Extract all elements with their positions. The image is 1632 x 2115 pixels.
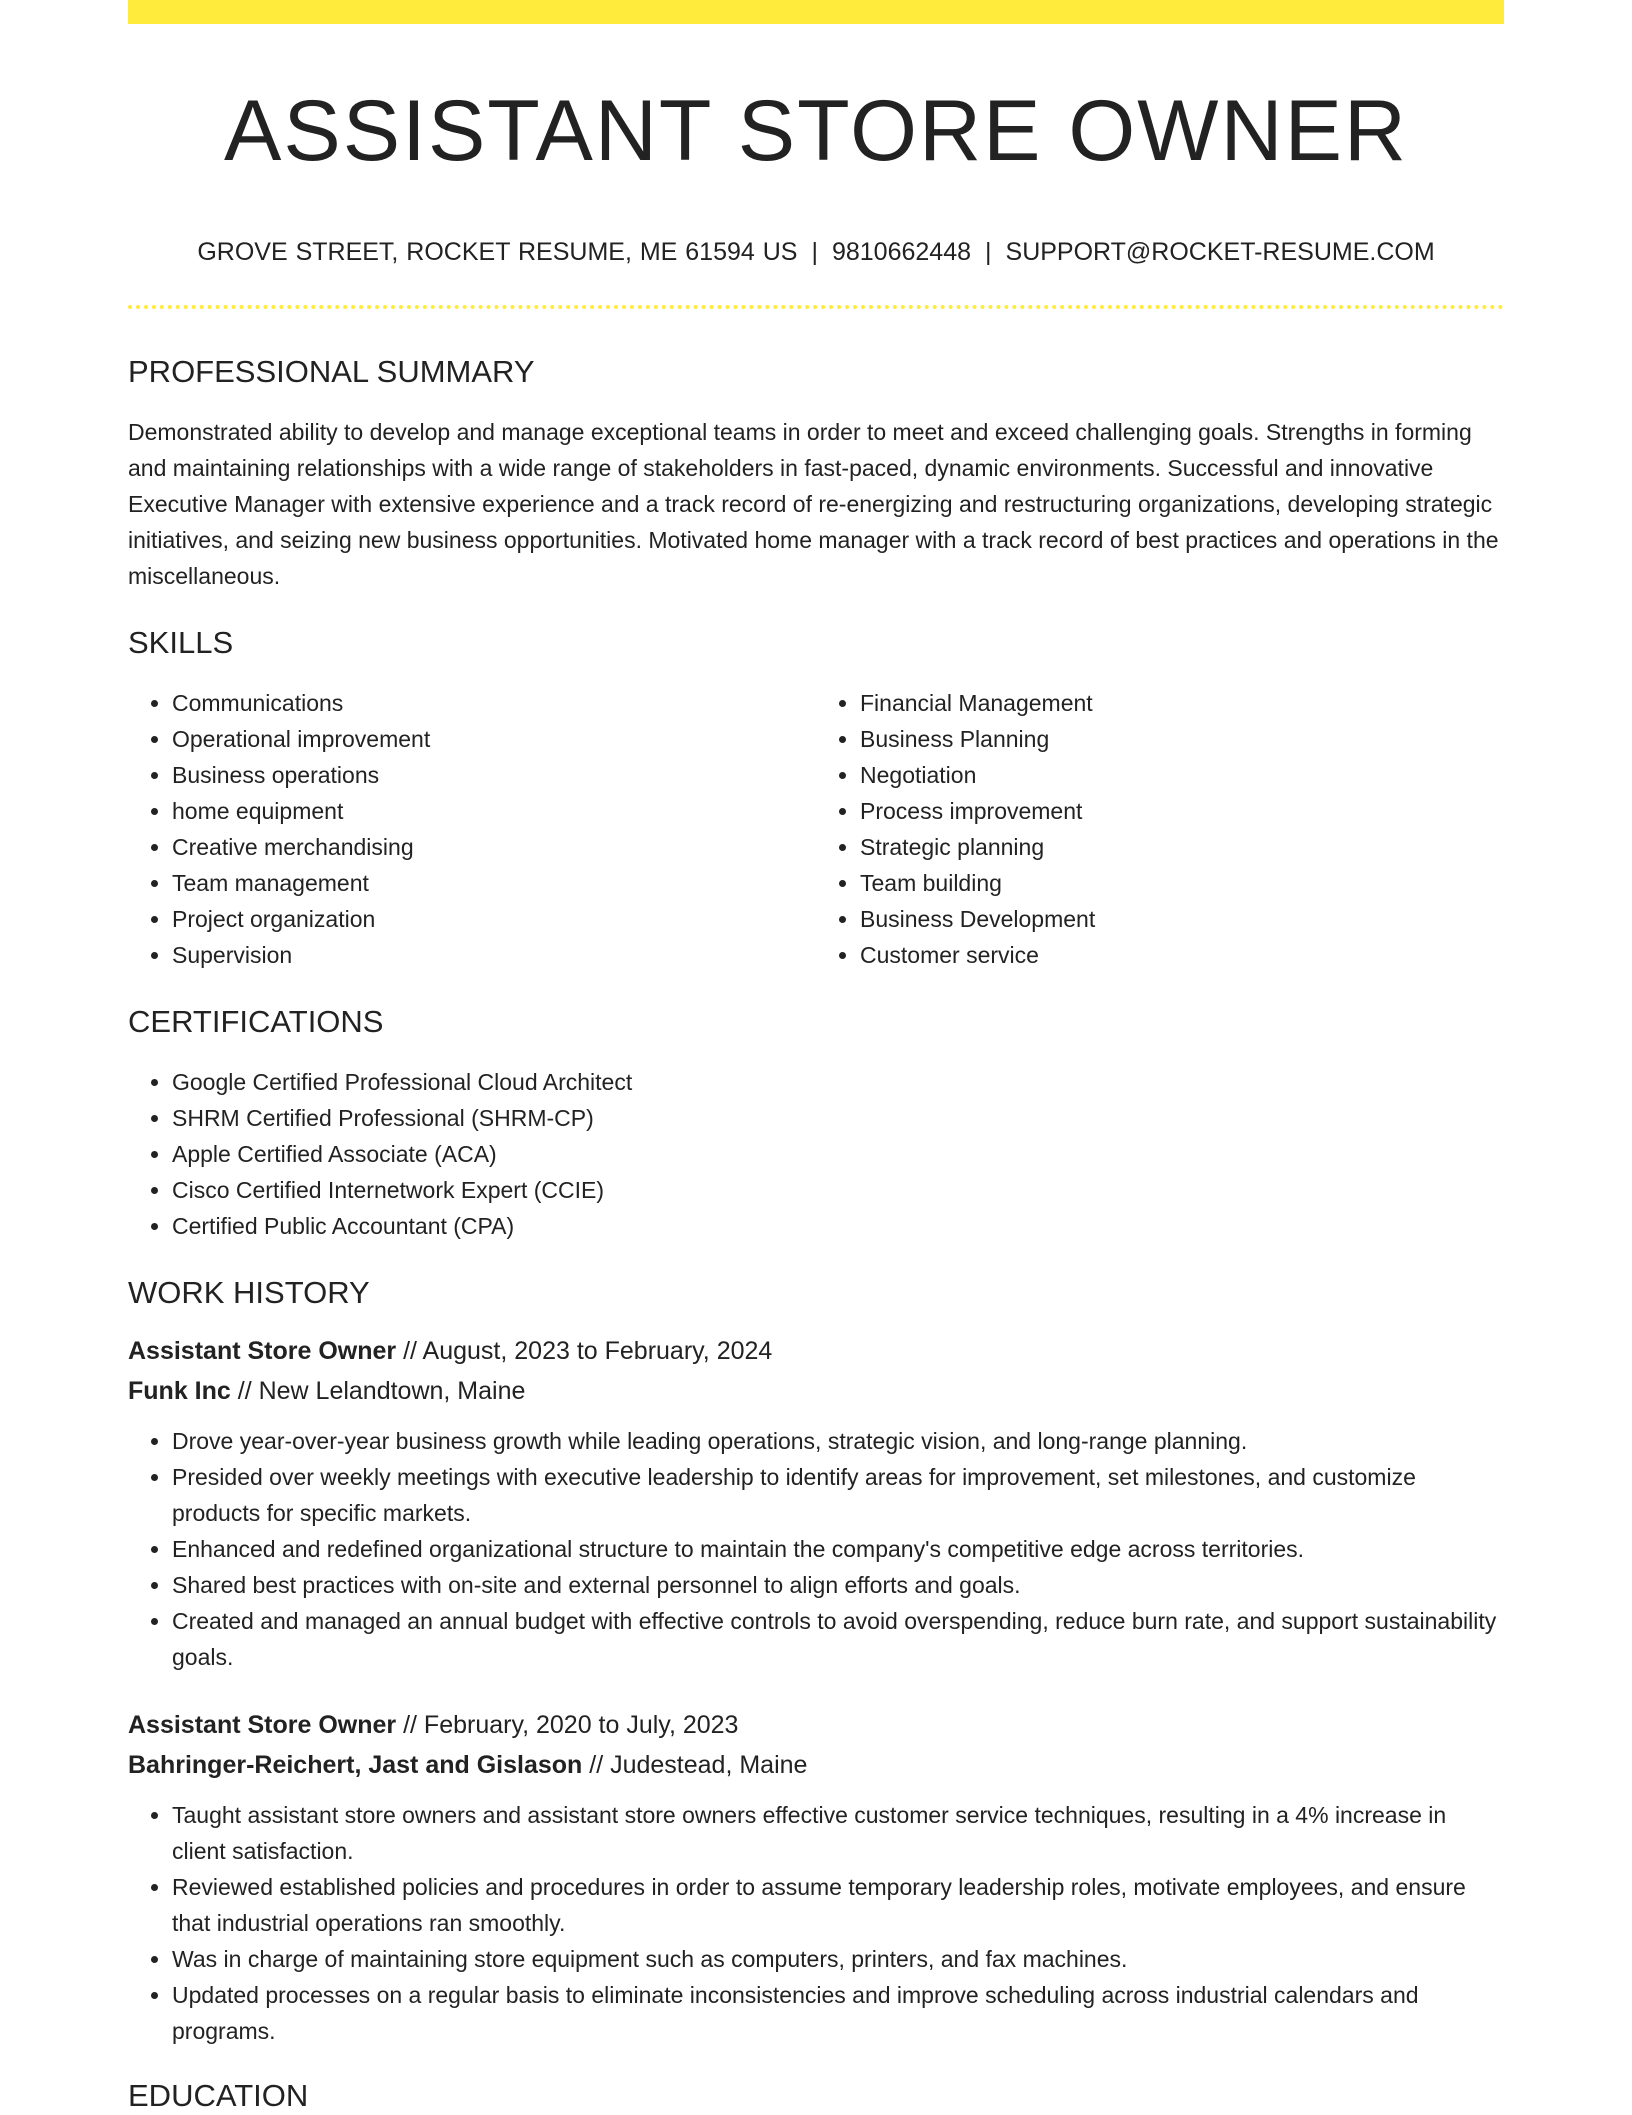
job-company: Funk Inc [128, 1377, 231, 1406]
skill-item: • Customer service [860, 937, 1504, 973]
contact-address: GROVE STREET, ROCKET RESUME, ME 61594 US [197, 237, 798, 266]
certifications-heading: CERTIFICATIONS [128, 1003, 384, 1039]
skills-list-right [816, 685, 1504, 973]
certification-item: • Apple Certified Associate (ACA) [172, 1136, 1504, 1172]
skill-item: • Financial Management [860, 685, 1504, 721]
contact-phone: 9810662448 [831, 237, 972, 266]
job-company-line [128, 1745, 1504, 1785]
summary-text: Demonstrated ability to develop and manage exceptional teams in order to meet and exceed challenging goals. Strengths in forming and maintaining relationships with a wide range of stakeholders in fast-paced, dynamic environments. Successful and innovative Executive Manager with extensive experience and a track record of re-energizing and restructuring organizations, developing strategic initiatives, and seizing new business opportunities. Motivated home manager with a track record of best practices and operations in the miscellaneous. [128, 418, 1499, 589]
job-role: Assistant Store Owner [128, 1337, 397, 1366]
contact-email: SUPPORT@ROCKET-RESUME.COM [1005, 237, 1435, 266]
skill-item: • Creative merchandising [172, 829, 816, 865]
skill-item: • Negotiation [860, 757, 1504, 793]
skill-item: • Team management [172, 865, 816, 901]
contact-separator: | [985, 237, 992, 266]
job-bullet: • Reviewed established policies and procedures in order to assume temporary leadership roles, motivate employees, and ensure that industrial operations ran smoothly. [172, 1869, 1504, 1941]
dotted-divider [128, 305, 1504, 309]
resume-title: ASSISTANT STORE OWNER [223, 83, 1409, 179]
job-entry [128, 1331, 1504, 1675]
work-history-heading: WORK HISTORY [128, 1275, 370, 1311]
job-bullets [128, 1423, 1504, 1675]
certification-item: • SHRM Certified Professional (SHRM-CP) [172, 1100, 1504, 1136]
skills-columns [128, 685, 1504, 973]
job-company: Bahringer-Reichert, Jast and Gislason [128, 1751, 583, 1780]
skills-heading: SKILLS [128, 624, 234, 660]
skill-item: • Communications [172, 685, 816, 721]
certification-item: • Cisco Certified Internetwork Expert (CCIE) [172, 1172, 1504, 1208]
job-bullet: • Created and managed an annual budget with effective controls to avoid overspending, reduce burn rate, and support sustainability goals. [172, 1603, 1504, 1675]
job-bullet: • Shared best practices with on-site and external personnel to align efforts and goals. [172, 1567, 1504, 1603]
contact-line [128, 237, 1504, 267]
resume-page [128, 0, 1504, 2115]
skills-list-left [128, 685, 816, 973]
skill-item: • Business Development [860, 901, 1504, 937]
skill-item: • Project organization [172, 901, 816, 937]
contact-separator: | [811, 237, 818, 266]
job-dates: // August, 2023 to February, 2024 [396, 1337, 773, 1366]
job-bullet: • Taught assistant store owners and assistant store owners effective customer service techniques, resulting in a 4% increase in client satisfaction. [172, 1797, 1504, 1869]
certification-item: • Certified Public Accountant (CPA) [172, 1208, 1504, 1244]
job-role: Assistant Store Owner [128, 1711, 397, 1740]
skill-item: • Strategic planning [860, 829, 1504, 865]
top-accent-bar [128, 0, 1504, 24]
certification-item: • Google Certified Professional Cloud Architect [172, 1064, 1504, 1100]
certifications-list [128, 1064, 1504, 1244]
skill-item: • Team building [860, 865, 1504, 901]
job-bullet: • Presided over weekly meetings with executive leadership to identify areas for improvement, set milestones, and customize products for specific markets. [172, 1459, 1504, 1531]
job-dates: // February, 2020 to July, 2023 [396, 1711, 739, 1740]
job-bullet: • Updated processes on a regular basis to eliminate inconsistencies and improve scheduling across industrial calendars and programs. [172, 1977, 1504, 2049]
skill-item: • Supervision [172, 937, 816, 973]
skill-item: • Operational improvement [172, 721, 816, 757]
job-bullet: • Was in charge of maintaining store equipment such as computers, printers, and fax machines. [172, 1941, 1504, 1977]
skill-item: • Business operations [172, 757, 816, 793]
job-title-line [128, 1331, 1504, 1371]
job-bullet: • Drove year-over-year business growth while leading operations, strategic vision, and long-range planning. [172, 1423, 1504, 1459]
skill-item: • Business Planning [860, 721, 1504, 757]
skill-item: • Process improvement [860, 793, 1504, 829]
summary-heading: PROFESSIONAL SUMMARY [128, 353, 535, 389]
education-heading: EDUCATION [128, 2078, 309, 2114]
job-bullets [128, 1797, 1504, 2049]
job-company-line [128, 1371, 1504, 1411]
job-location: // Judestead, Maine [582, 1751, 808, 1780]
job-entry [128, 1705, 1504, 2049]
job-location: // New Lelandtown, Maine [230, 1377, 526, 1406]
skill-item: • home equipment [172, 793, 816, 829]
job-bullet: • Enhanced and redefined organizational structure to maintain the company's competitive edge across territories. [172, 1531, 1504, 1567]
job-title-line [128, 1705, 1504, 1745]
